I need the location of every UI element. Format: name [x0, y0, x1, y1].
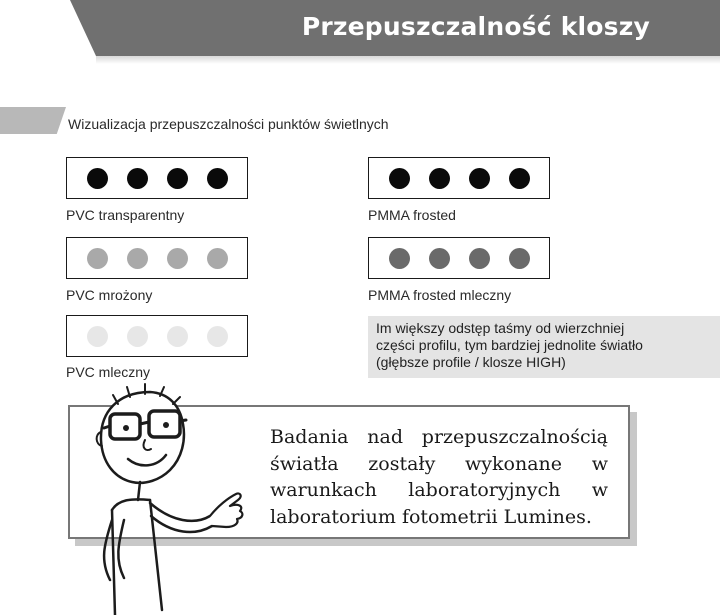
light-point-dot — [429, 248, 450, 269]
light-point-dot — [207, 248, 228, 269]
section-marker — [0, 107, 66, 134]
header-shadow — [96, 56, 720, 64]
note-line: Im większy odstęp taśmy od wierzchniej — [376, 320, 625, 336]
light-point-dot — [87, 326, 108, 347]
info-text: Badania nad przepuszczalnością światła zostały wykonane w warunkach laboratoryjnych w laboratorium fotometrii Lumines. — [270, 426, 608, 528]
light-point-dot — [469, 168, 490, 189]
note-box — [368, 316, 720, 378]
light-point-dot — [389, 168, 410, 189]
light-point-dot — [167, 326, 188, 347]
light-point-dot — [509, 248, 530, 269]
light-point-dot — [389, 248, 410, 269]
sample-pmma-frosted — [368, 157, 550, 199]
sample-pvc-mleczny — [66, 315, 248, 357]
light-point-dot — [127, 168, 148, 189]
light-point-dot — [509, 168, 530, 189]
note-line: części profilu, tym bardziej jednolite światło — [376, 337, 643, 353]
light-point-dot — [469, 248, 490, 269]
page-title: Przepuszczalność kloszy — [301, 12, 650, 41]
sample-label: PVC transparentny — [66, 207, 185, 223]
section-subtitle: Wizualizacja przepuszczalności punktów świetlnych — [68, 116, 389, 132]
light-point-dot — [87, 168, 108, 189]
sample-pvc-mrozony — [66, 237, 248, 279]
sample-label: PMMA frosted — [368, 207, 456, 223]
light-point-dot — [127, 248, 148, 269]
sample-pmma-frosted-mleczny — [368, 237, 550, 279]
sample-pvc-transparentny — [66, 157, 248, 199]
light-point-dot — [167, 168, 188, 189]
sample-label: PVC mrożony — [66, 287, 153, 303]
light-point-dot — [127, 326, 148, 347]
sample-label: PVC mleczny — [66, 364, 151, 380]
light-point-dot — [207, 326, 228, 347]
sample-label: PMMA frosted mleczny — [368, 287, 512, 303]
light-point-dot — [429, 168, 450, 189]
light-point-dot — [167, 248, 188, 269]
light-point-dot — [207, 168, 228, 189]
light-point-dot — [87, 248, 108, 269]
note-line: (głębsze profile / klosze HIGH) — [376, 354, 566, 370]
